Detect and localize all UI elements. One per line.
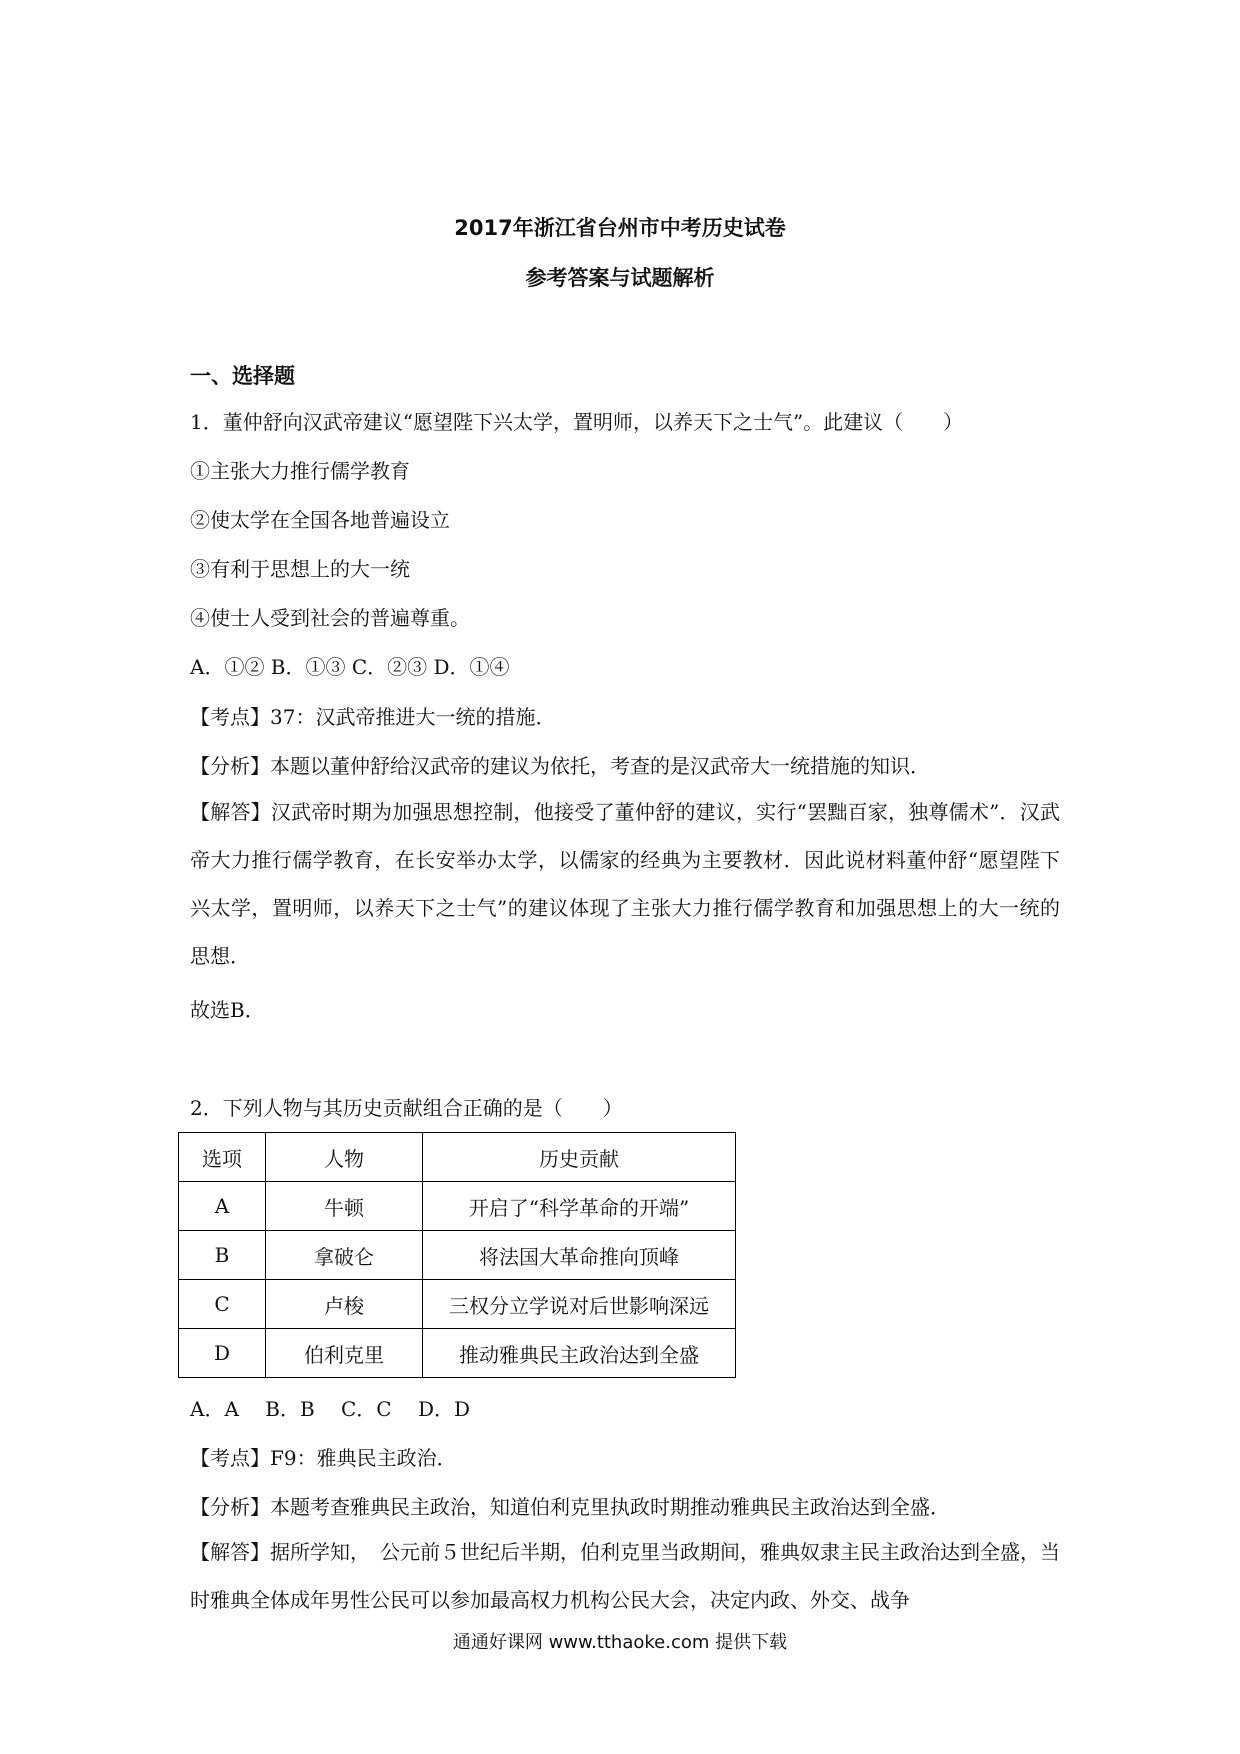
- q2-stem: 2．下列人物与其历史贡献组合正确的是（ ）: [190, 1096, 623, 1120]
- q2-table: [178, 1132, 736, 1378]
- table-cell: 牛顿: [266, 1182, 423, 1231]
- q1-item-1: ①主张大力推行儒学教育: [190, 459, 410, 483]
- table-row: [179, 1280, 736, 1329]
- table-cell: C: [179, 1280, 266, 1329]
- q1-item-3: ③有利于思想上的大一统: [190, 557, 410, 581]
- q2-jieda: 【解答】据所学知， 公元前５世纪后半期，伯利克里当政期间，雅典奴隶主民主政治达到全盛，当时雅典全体成年男性公民可以参加最高权力机构公民大会，决定内政、外交、战争: [190, 1540, 1060, 1612]
- table-cell: 推动雅典民主政治达到全盛: [423, 1329, 736, 1378]
- table-cell: 伯利克里: [266, 1329, 423, 1378]
- table-cell: 将法国大革命推向顶峰: [423, 1231, 736, 1280]
- q1-answer: 故选B．: [190, 998, 265, 1022]
- q1-choices: A．①② B．①③ C．②③ D．①④: [190, 655, 510, 679]
- table-header-cell: 选项: [179, 1133, 266, 1182]
- page-title: 2017年浙江省台州市中考历史试卷: [454, 216, 786, 240]
- table-row: [179, 1231, 736, 1280]
- q1-item-2: ②使太学在全国各地普遍设立: [190, 508, 450, 532]
- table-cell: 卢梭: [266, 1280, 423, 1329]
- table-cell: A: [179, 1182, 266, 1231]
- table-header-row: [179, 1133, 736, 1182]
- q1-fenxi: 【分析】本题以董仲舒给汉武帝的建议为依托，考查的是汉武帝大一统措施的知识．: [190, 754, 930, 778]
- table-cell: D: [179, 1329, 266, 1378]
- section-heading: 一、选择题: [190, 364, 295, 388]
- page-subtitle: 参考答案与试题解析: [525, 266, 715, 290]
- q2-fenxi: 【分析】本题考查雅典民主政治，知道伯利克里执政时期推动雅典民主政治达到全盛．: [190, 1495, 950, 1519]
- q1-stem: 1．董仲舒向汉武帝建议“愿望陛下兴太学，置明师，以养天下之士气”。此建议（ ）: [190, 410, 964, 434]
- q2-kaodian: 【考点】F9：雅典民主政治．: [190, 1446, 457, 1470]
- table-cell: B: [179, 1231, 266, 1280]
- table-header-cell: 历史贡献: [423, 1133, 736, 1182]
- q1-jieda: 【解答】汉武帝时期为加强思想控制，他接受了董仲舒的建议，实行“罢黜百家，独尊儒术”．汉武帝大力推行儒学教育，在长安举办太学，以儒家的经典为主要教材．因此说材料董仲舒“愿望陛下兴太学，置明师，以养天下之士气”的建议体现了主张大力推行儒学教育和加强思想上的大一统的思想．: [190, 800, 1060, 968]
- table-cell: 开启了“科学革命的开端”: [423, 1182, 736, 1231]
- q1-item-4: ④使士人受到社会的普遍尊重。: [190, 606, 470, 630]
- q1-kaodian: 【考点】37：汉武帝推进大一统的措施．: [190, 705, 556, 729]
- table-row: [179, 1182, 736, 1231]
- page-footer: 通通好课网 www.tthaoke.com 提供下载: [452, 1632, 788, 1653]
- table-row: [179, 1329, 736, 1378]
- table-cell: 拿破仑: [266, 1231, 423, 1280]
- table-header-cell: 人物: [266, 1133, 423, 1182]
- q2-choices: A．A B．B C．C D．D: [190, 1397, 471, 1421]
- table-cell: 三权分立学说对后世影响深远: [423, 1280, 736, 1329]
